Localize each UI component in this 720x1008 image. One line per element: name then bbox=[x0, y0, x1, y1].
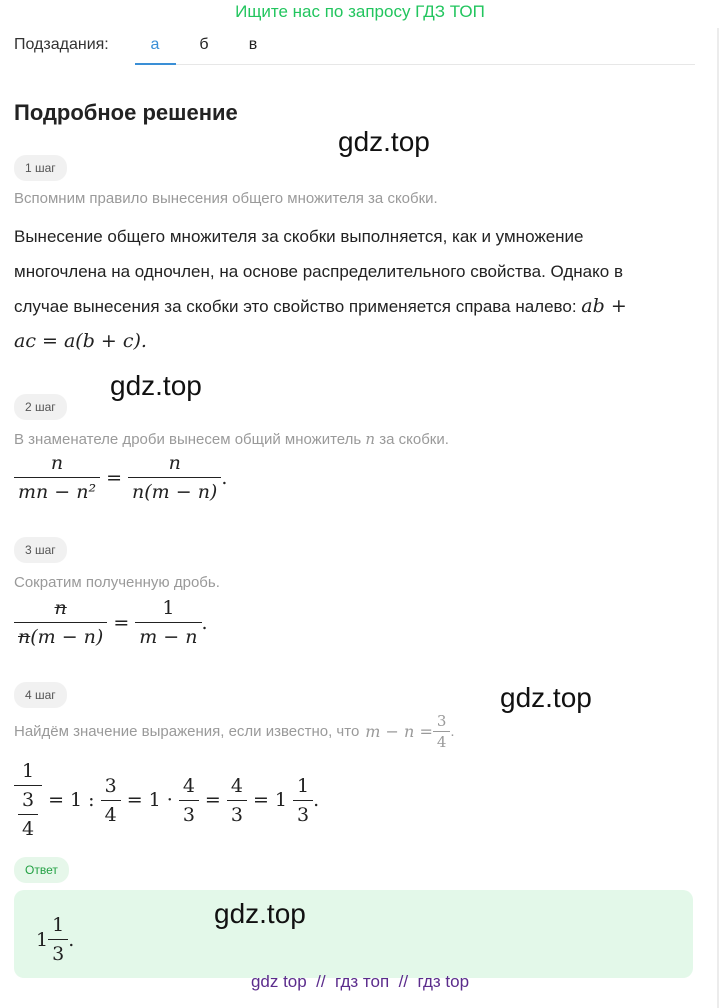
denominator bbox=[14, 622, 107, 648]
numerator: n bbox=[168, 452, 181, 474]
page-title: Подробное решение bbox=[14, 100, 238, 125]
numerator: 1 bbox=[52, 914, 65, 936]
fraction: $\frac{4}{3}$ bbox=[179, 775, 199, 826]
fraction bbox=[135, 597, 201, 648]
hint-text: В знаменателе дроби вынесем общий множитель bbox=[14, 431, 362, 448]
explanation-line: Вынесение общего множителя за скобки выполняется, как и умножение bbox=[14, 227, 584, 246]
equation: $\frac{1}{\frac{3}{4}}$ = 1 : $\frac{3}{4}$ = 1 · $\frac{4}{3}$ = $\frac{4}{3}$ = 1 $\frac{1}{3}$ . bbox=[14, 760, 319, 840]
footer-links[interactable]: gdz top // гдз топ // гдз top bbox=[250, 972, 470, 991]
hint-expression: m − n = bbox=[365, 722, 433, 741]
promo-banner[interactable]: Ищите нас по запросу ГДЗ ТОП bbox=[235, 2, 485, 21]
numerator: n bbox=[54, 597, 67, 619]
watermark: gdz.top bbox=[500, 682, 592, 713]
denominator: mn − n² bbox=[14, 477, 100, 503]
explanation-line: многочлена на одночлен, на основе распределительного свойства. Однако в bbox=[14, 262, 623, 281]
tab-subtask-v[interactable]: в bbox=[248, 36, 258, 53]
fraction: $\frac{3}{4}$ bbox=[101, 775, 121, 826]
watermark: gdz.top bbox=[338, 126, 430, 157]
step-hint: Вспомним правило вынесения общего множителя за скобки. bbox=[14, 190, 438, 207]
fraction bbox=[433, 712, 451, 751]
step-hint: Сократим полученную дробь. bbox=[14, 574, 220, 591]
fraction bbox=[14, 452, 100, 503]
fraction: $\frac{1}{3}$ bbox=[293, 775, 313, 826]
remaining-factor: (m − n) bbox=[30, 626, 104, 648]
numerator: 1 bbox=[162, 597, 175, 619]
denominator: m − n bbox=[135, 622, 201, 648]
explanation-line bbox=[14, 289, 684, 324]
hint-text: за скобки. bbox=[379, 431, 449, 448]
step-badge: 4 шаг bbox=[14, 682, 67, 708]
hint-variable: n bbox=[365, 430, 376, 448]
step-explanation bbox=[14, 219, 684, 359]
subtasks-label: Подзадания: bbox=[14, 36, 109, 53]
numerator: n bbox=[50, 452, 64, 474]
hint-text: Найдём значение выражения, если известно, что bbox=[14, 723, 360, 740]
tab-subtask-a[interactable]: а bbox=[150, 36, 160, 53]
page-divider bbox=[717, 28, 719, 1008]
denominator: 3 bbox=[48, 939, 68, 965]
explanation-line bbox=[14, 324, 684, 359]
step-badge: 2 шаг bbox=[14, 394, 67, 420]
equation: $\frac{n}{\text{mn − n²}}$ = $\frac{n}{n(m - n)}$ . bbox=[14, 452, 227, 503]
denominator: n(m − n) bbox=[128, 477, 221, 503]
watermark: gdz.top bbox=[214, 898, 306, 929]
formula-inline: ac = a(b + c). bbox=[14, 330, 147, 352]
tab-subtask-b[interactable]: б bbox=[199, 36, 209, 53]
fraction bbox=[48, 914, 68, 965]
cancelled-factor: n bbox=[18, 626, 31, 648]
step-hint: Найдём значение выражения, если известно, что m − n = $\frac{3}{4}$ . bbox=[14, 712, 455, 751]
fraction: $\frac{4}{3}$ bbox=[227, 775, 247, 826]
numerator: 3 bbox=[436, 712, 447, 730]
active-tab-indicator bbox=[135, 63, 176, 65]
equation: $\frac{n}{n(m - n)}$ = $\frac{1}{m - n}$ . bbox=[14, 597, 208, 648]
formula-inline: ab + bbox=[581, 295, 627, 317]
fraction bbox=[128, 452, 221, 503]
fraction bbox=[14, 597, 107, 648]
answer-panel bbox=[14, 890, 693, 978]
answer-value: 1 $\frac{1}{3}$ . bbox=[36, 914, 75, 965]
denominator: 4 bbox=[433, 731, 451, 751]
complex-fraction: $\frac{1}{\frac{3}{4}}$ bbox=[14, 760, 42, 840]
step-badge: 1 шаг bbox=[14, 155, 67, 181]
answer-badge: Ответ bbox=[14, 857, 69, 883]
tabs-divider bbox=[135, 64, 695, 65]
answer-whole: 1 bbox=[36, 928, 49, 951]
watermark: gdz.top bbox=[110, 370, 202, 401]
step-badge: 3 шаг bbox=[14, 537, 67, 563]
fraction: $\frac{3}{4}$ bbox=[14, 785, 42, 840]
explanation-text: случае вынесения за скобки это свойство применяется справа налево: bbox=[14, 297, 577, 316]
step-hint bbox=[14, 430, 449, 448]
